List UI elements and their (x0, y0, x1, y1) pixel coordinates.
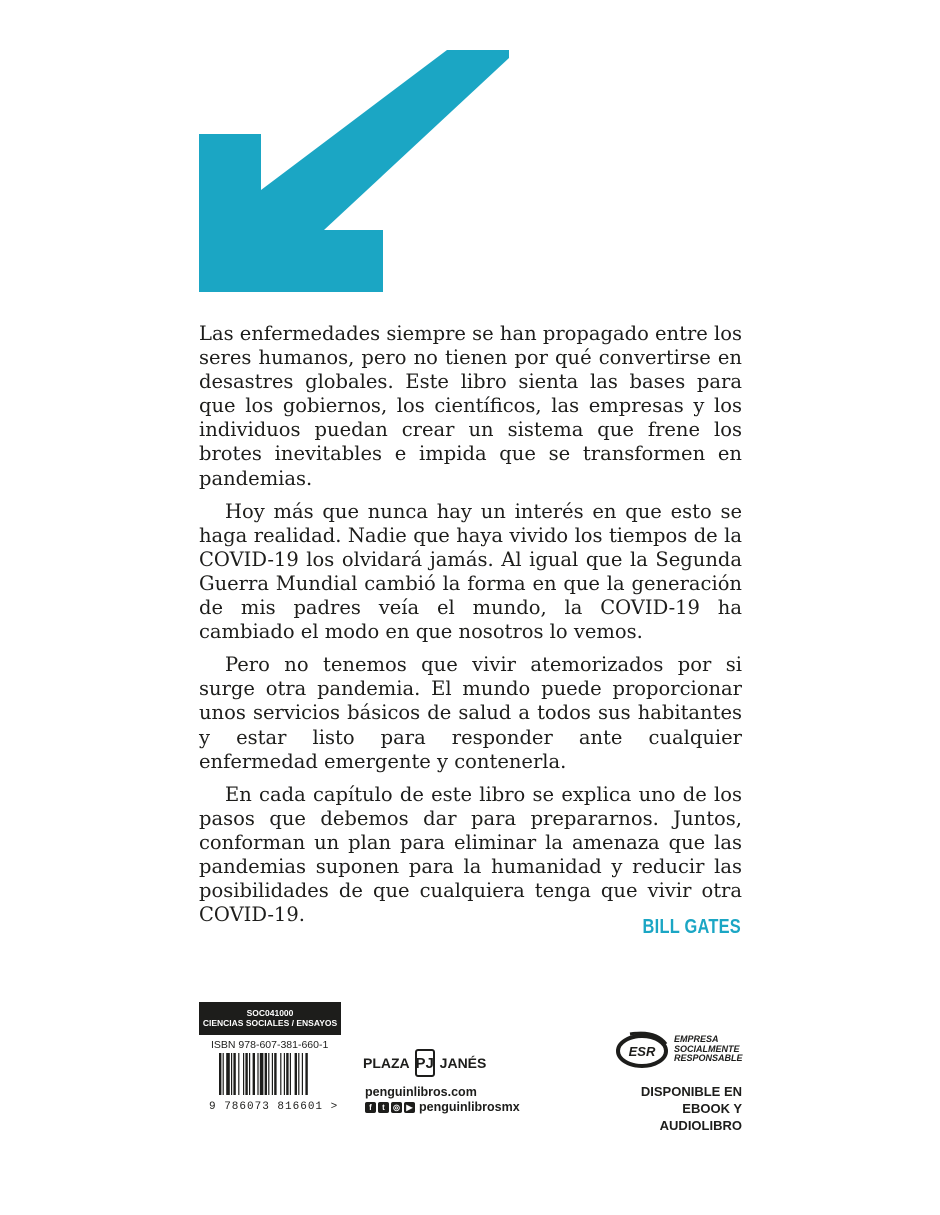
availability-line-1: DISPONIBLE EN (640, 1084, 742, 1099)
barcode-bar (249, 1053, 250, 1095)
category-header (199, 1002, 341, 1035)
paragraph-4: En cada capítulo de este libro se explica uno de los pasos que debemos dar para prepararnos. Juntos, conforman un plan para eliminar la amenaza que las pandemias suponen para la humanidad y reducir las posibilidades de que cualquiera tenga que vivir otra COVID-19. (199, 782, 742, 927)
barcode-bar (284, 1053, 285, 1095)
barcode-bar (305, 1053, 307, 1095)
availability-note (640, 1083, 742, 1134)
publisher-name-right: JANÉS (439, 1055, 487, 1071)
facebook-icon: f (365, 1102, 376, 1113)
barcode-bar (302, 1053, 303, 1095)
esr-logo-text: ESR (628, 1044, 656, 1059)
publisher-mark: PJ (415, 1049, 435, 1077)
barcode-bar (280, 1053, 281, 1095)
esr-label (674, 1035, 743, 1064)
isbn: ISBN 978-607-381-660-1 (211, 1039, 329, 1051)
twitter-icon: t (378, 1102, 389, 1113)
barcode-bar (226, 1053, 230, 1095)
barcode-bar (243, 1053, 244, 1095)
arrow-down-left-icon (199, 50, 509, 292)
barcode-digits: 9 786073 816601 > (209, 1101, 339, 1113)
publisher-logo (363, 1048, 486, 1078)
publisher-social (365, 1100, 520, 1114)
social-handle: penguinlibrosmx (419, 1100, 520, 1114)
paragraph-2: Hoy más que nunca hay un interés en que esto se haga realidad. Nadie que haya vivido los tiempos de la COVID-19 los olvidará jamás. Al igual que la Segunda Guerra Mundial cambió la forma en que la generación de mis padres veía el mundo, la COVID-19 ha cambiado el modo en que nosotros lo vemos. (199, 499, 742, 644)
category-label: CIENCIAS SOCIALES / ENSAYOS (202, 1018, 338, 1028)
back-cover-text (199, 322, 742, 936)
barcode-bar (272, 1053, 273, 1095)
paragraph-3: Pero no tenemos que vivir atemorizados por si surge otra pandemia. El mundo puede proporcionar unos servicios básicos de salud a todos sus habitantes y estar listo para responder ante cualquier enfermedad emergente y contenerla. (199, 653, 742, 773)
paragraph-1: Las enfermedades siempre se han propagado entre los seres humanos, pero no tienen por qué convertirse en desastres globales. Este libro sienta las bases para que los gobiernos, los científicos, las empresas y los individuos puedan crear un sistema que frene los brotes inevitables e impida que se transformen en pandemias. (199, 322, 742, 490)
barcode (219, 1053, 335, 1095)
barcode-bar (295, 1053, 297, 1095)
publisher-name-left: PLAZA (363, 1055, 410, 1071)
barcode-bar (286, 1053, 288, 1095)
barcode-bar (290, 1053, 291, 1095)
barcode-bar (268, 1053, 269, 1095)
barcode-bar (253, 1053, 255, 1095)
barcode-bar (231, 1053, 232, 1095)
esr-logo (616, 1030, 668, 1070)
barcode-bar (245, 1053, 247, 1095)
barcode-bar (219, 1053, 221, 1095)
barcode-bar (257, 1053, 258, 1095)
barcode-bar (298, 1053, 299, 1095)
esr-line-3: RESPONSABLE (674, 1053, 743, 1063)
barcode-bar (274, 1053, 276, 1095)
instagram-icon: ◎ (391, 1102, 402, 1113)
barcode-bar (238, 1053, 239, 1095)
publisher-website: penguinlibros.com (365, 1085, 477, 1099)
esr-line-1: EMPRESA (674, 1034, 719, 1044)
category-code: SOC041000 (246, 1008, 294, 1018)
barcode-block (199, 1002, 341, 1113)
barcode-bar (223, 1053, 224, 1095)
barcode-bar (233, 1053, 235, 1095)
availability-line-2: EBOOK Y AUDIOLIBRO (659, 1101, 742, 1133)
youtube-icon: ▶ (404, 1102, 415, 1113)
barcode-bar (265, 1053, 267, 1095)
esr-line-2: SOCIALMENTE (674, 1043, 740, 1054)
barcode-bar (260, 1053, 264, 1095)
author-name: BILL GATES (642, 916, 741, 938)
